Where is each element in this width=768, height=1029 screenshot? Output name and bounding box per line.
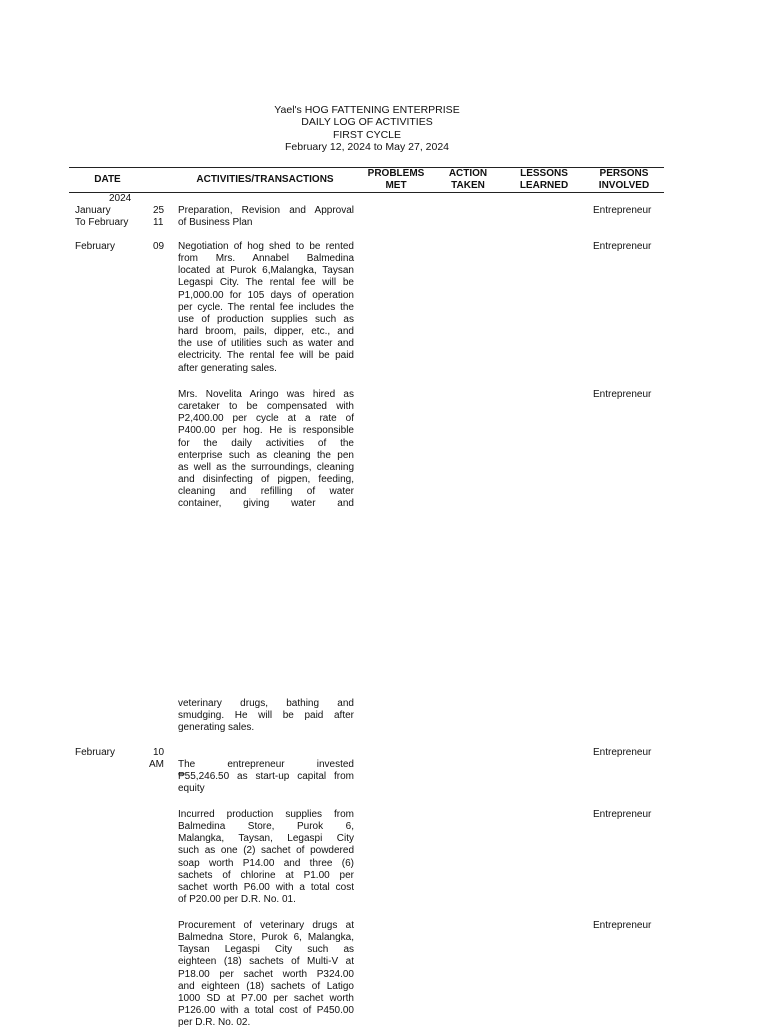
row3-activity: Mrs. Novelita Aringo was hired as caretaker to be compensated with P2,400.00 per cycle at a rate of P400.00 per hog. He is responsible for the daily activities of the enterprise such as cleaning the pen as well as the surroundings, cleaning and disinfecting of pigpen, feeding, cleaning and refilling of water container, giving water and [178, 389, 354, 510]
date-range: February 12, 2024 to May 27, 2024 [284, 140, 450, 153]
row5-activity: Incurred production supplies from Balmedina Store, Purok 6, Malangka, Taysan, Legaspi City such as one (2) sachet of powdered soap worth P14.00 and three (6) sachets of chlorine at P1.00 per sachet worth P6.00 with a total cost of P20.00 per D.R. No. 01. [178, 809, 354, 906]
document-title-block [0, 104, 734, 153]
column-header-date: DATE [94, 174, 121, 185]
row1-day-end: 11 [153, 217, 164, 228]
row1-month: January [75, 205, 111, 216]
column-header-problems: PROBLEMS MET [367, 168, 425, 191]
log-title: DAILY LOG OF ACTIVITIES [301, 116, 433, 129]
row1-month-end: To February [75, 217, 129, 228]
column-header-lessons: LESSONS LEARNED [519, 168, 569, 191]
row3-activity-continued: veterinary drugs, bathing and smudging. He will be paid after generating sales. [178, 698, 354, 734]
year-label: 2024 [109, 193, 132, 204]
table-header-rule [69, 192, 664, 193]
column-header-action: ACTION TAKEN [448, 168, 488, 191]
row1-person: Entrepreneur [593, 205, 652, 216]
row1-day: 25 [153, 205, 165, 216]
cycle-label: FIRST CYCLE [332, 128, 402, 141]
column-header-activities: ACTIVITIES/TRANSACTIONS [196, 174, 334, 185]
row1-activity: Preparation, Revision and Approval of Business Plan [178, 205, 354, 229]
enterprise-name: Yael's HOG FATTENING ENTERPRISE [274, 104, 460, 116]
row2-day: 09 [153, 241, 165, 252]
row2-month: February [75, 241, 116, 252]
row4-ampm: AM [149, 759, 164, 770]
row6-person: Entrepreneur [593, 920, 652, 931]
row6-activity: Procurement of veterinary drugs at Balmedna Store, Purok 6, Malangka, Taysan Legaspi City such as eighteen (18) sachets of Multi-V at P18.00 per sachet worth P324.00 and eighteen (18) sachets of Latigo 1000 SD at P7.00 per sachet worth P126.00 with a total cost of P450.00 per D.R. No. 02. [178, 920, 354, 1029]
row4-activity: The entrepreneur invested ₱55,246.50 as start-up capital from equity [178, 759, 354, 795]
row4-month: February [75, 747, 116, 758]
row3-person: Entrepreneur [593, 389, 652, 400]
row4-day: 10 [153, 747, 165, 758]
row2-person: Entrepreneur [593, 241, 652, 252]
column-header-persons: PERSONS INVOLVED [598, 168, 650, 191]
row5-person: Entrepreneur [593, 809, 652, 820]
row4-person: Entrepreneur [593, 747, 652, 758]
row2-activity: Negotiation of hog shed to be rented from Mrs. Annabel Balmedina located at Purok 6,Malangka, Taysan Legaspi City. The rental fee will be P1,000.00 for 105 days of operation per cycle. The rental fee includes the use of production supplies such as hard broom, pails, dipper, etc., and the use of utilities such as water and electricity. The rental fee will be paid after generating sales. [178, 241, 354, 374]
